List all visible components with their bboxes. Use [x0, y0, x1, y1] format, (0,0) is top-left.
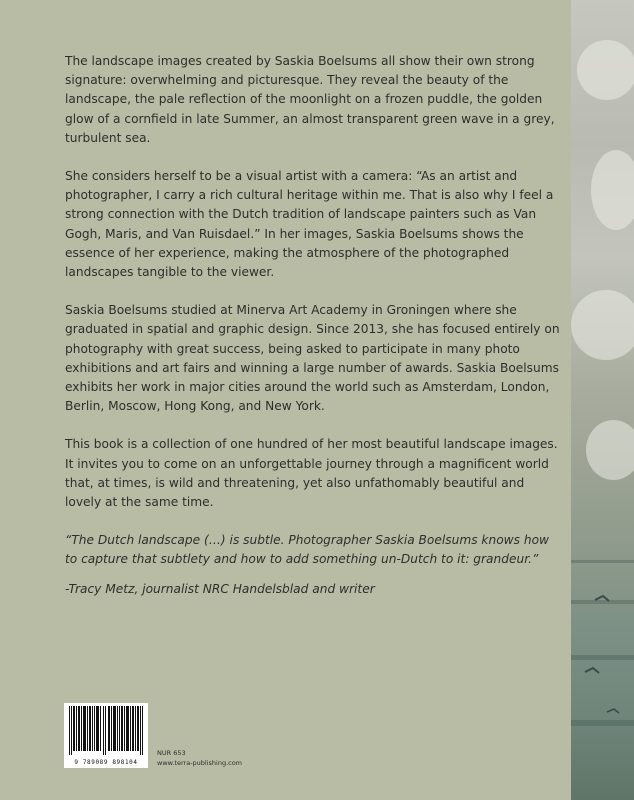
cover-photo-edge [571, 0, 634, 800]
publisher-website: www.terra-publishing.com [157, 759, 243, 767]
paragraph-2: She considers herself to be a visual artist with a camera: “As an artist and photographer, I carry a rich cultural heritage within me. That is also why I feel a strong connection with the Dutch tradition of landscape painters such as Van Gogh, Maris, and Van Ruisdael.” In her images, Saskia Boelsums shows the essence of her experience, making the atmosphere of the photographed landscapes tangible to the viewer. [65, 169, 554, 280]
blurb-text [65, 52, 563, 599]
paragraph-3: Saskia Boelsums studied at Minerva Art Academy in Groningen where she graduated in spatial and graphic design. Since 2013, she has focused entirely on photography with great success, being asked to participate in many photo exhibitions and art fairs and winning a large number of awards. Saskia Boelsums exhibits her work in major cities around the world such as Amsterdam, London, Berlin, Moscow, Hong Kong, and New York. [65, 303, 560, 414]
paragraph-4: This book is a collection of one hundred of her most beautiful landscape images. It invites you to come on an unforgettable journey through a magnificent world that, at times, is wild and threatening, yet also unfathomably beautiful and lovely at the same time. [65, 437, 558, 510]
bird-icon [571, 0, 634, 800]
paragraph-1: The landscape images created by Saskia Boelsums all show their own strong signature: overwhelming and picturesque. They reveal the beauty of the landscape, the pale reflection of the moonlight on a frozen puddle, the golden glow of a cornfield in late Summer, an almost transparent green wave in a grey, turbulent sea. [65, 54, 555, 145]
nur-code: NUR 653 [157, 749, 186, 757]
review-quote: “The Dutch landscape (…) is subtle. Photographer Saskia Boelsums knows how to capture that subtlety and how to add something un-Dutch to it: grandeur.” [65, 533, 550, 567]
barcode-icon [68, 706, 144, 755]
isbn-barcode [64, 703, 148, 768]
isbn-number: 9 789089 898104 [74, 759, 138, 766]
quote-attribution: -Tracy Metz, journalist NRC Handelsblad and writer [65, 581, 375, 596]
publisher-info [157, 748, 242, 768]
